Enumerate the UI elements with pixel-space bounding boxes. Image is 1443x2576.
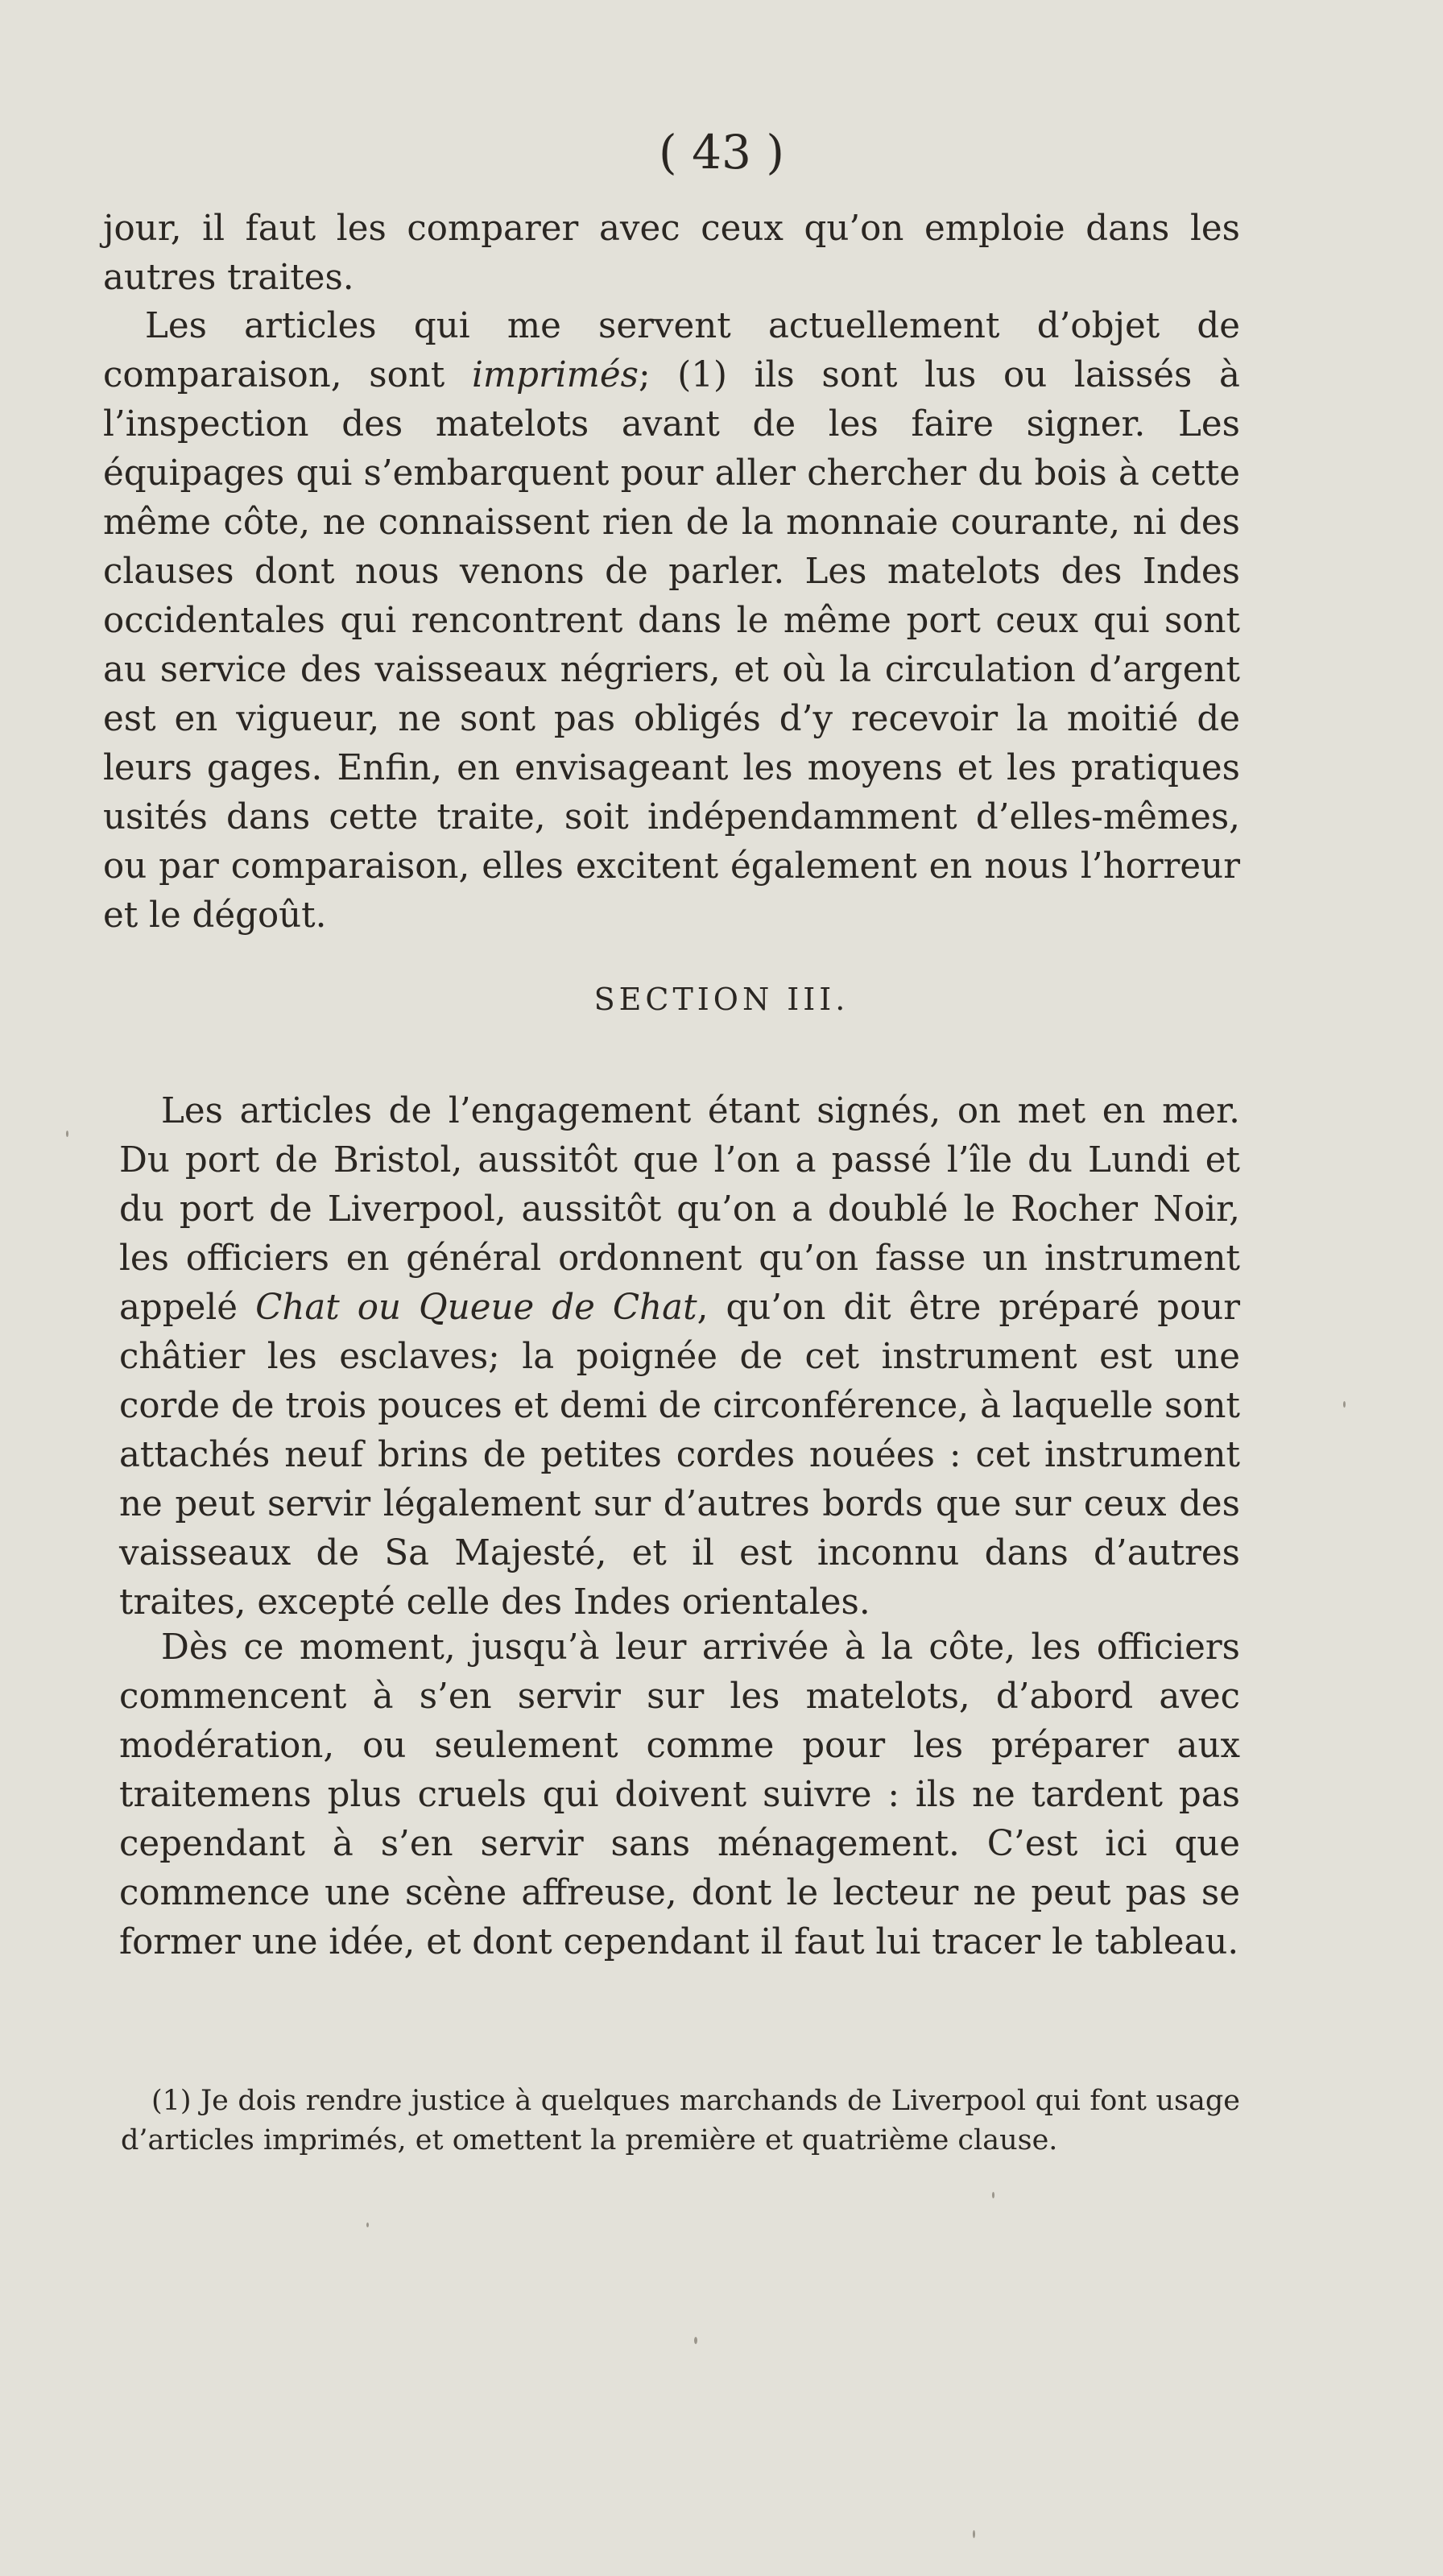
footnote: (1) Je dois rendre justice à quelques marchands de Liverpool qui font usage d’articles imprimés, et omettent la première et quatrième clause. — [121, 2085, 1240, 2156]
paragraph-printed-articles — [103, 302, 1240, 941]
paper-speck — [992, 2192, 994, 2198]
page-number: ( 43 ) — [659, 125, 784, 180]
paragraph-officers: Dès ce moment, jusqu’à leur arrivée à la côte, les officiers commencent à s’en servir sur les matelots, d’abord avec modération, ou seulement comme pour les préparer aux traitemens plus cruels qui doivent suivre : ils ne tardent pas cependant à s’en servir sans ménagement. C’est ici que commence une scène affreuse, dont le lecteur ne peut pas se former une idée, et dont cependant il faut lui tracer le tableau. — [119, 1627, 1240, 1962]
italic-term: Chat ou Queue de Chat — [255, 1288, 697, 1328]
paper-speck — [66, 1131, 68, 1137]
paragraph-text: ; (1) ils sont lus ou laissés à l’inspection des matelots avant de les faire signer. Les équipages qui s’embarquent pour aller chercher du bois à cette même côte, ne connaissent rien de la monnaie courante, ni des clauses dont nous venons de parler. Les matelots des Indes occidentales qui rencontrent dans le même port ceux qui sont au service des vaisseaux négriers, et où la circulation d’argent est en vigueur, ne sont pas obligés d’y recevoir la moitié de leurs gages. Enfin, en envisageant les moyens et les pratiques usités dans cette traite, soit indépendamment d’elles-mêmes, ou par comparaison, elles excitent également en nous l’horreur et le dégoût. — [103, 355, 1240, 936]
paper-speck — [973, 2530, 975, 2538]
paragraph-text: Les articles de l’engagement étant signés, on met en mer. Du port de Bristol, aussitôt que l’on a passé l’île du Lundi et du port de Liverpool, aussitôt qu’on a doublé le Rocher Noir, les officiers en général ordonnent qu’on fasse un instrument appelé — [119, 1091, 1240, 1328]
paragraph-departure — [119, 1087, 1240, 1627]
paragraph-text: Les articles qui me servent actuellement d’objet de comparaison, sont — [103, 306, 1240, 395]
paper-speck — [1343, 1401, 1346, 1408]
paper-speck — [366, 2222, 369, 2227]
section-heading: SECTION III. — [593, 982, 850, 1017]
paragraph-continued: jour, il faut les comparer avec ceux qu’on emploie dans les autres traites. — [103, 209, 1240, 298]
paragraph-text: , qu’on dit être préparé pour châtier les esclaves; la poignée de cet instrument est une corde de trois pouces et demi de circonférence, à laquelle sont attachés neuf brins de petites cordes nouées : cet instrument ne peut servir légalement sur d’autres bords que sur ceux des vaisseaux de Sa Majesté, et il est inconnu dans d’autres traites, excepté celle des Indes orientales. — [119, 1288, 1241, 1623]
italic-term: imprimés — [471, 355, 639, 395]
paper-speck — [694, 2337, 697, 2344]
